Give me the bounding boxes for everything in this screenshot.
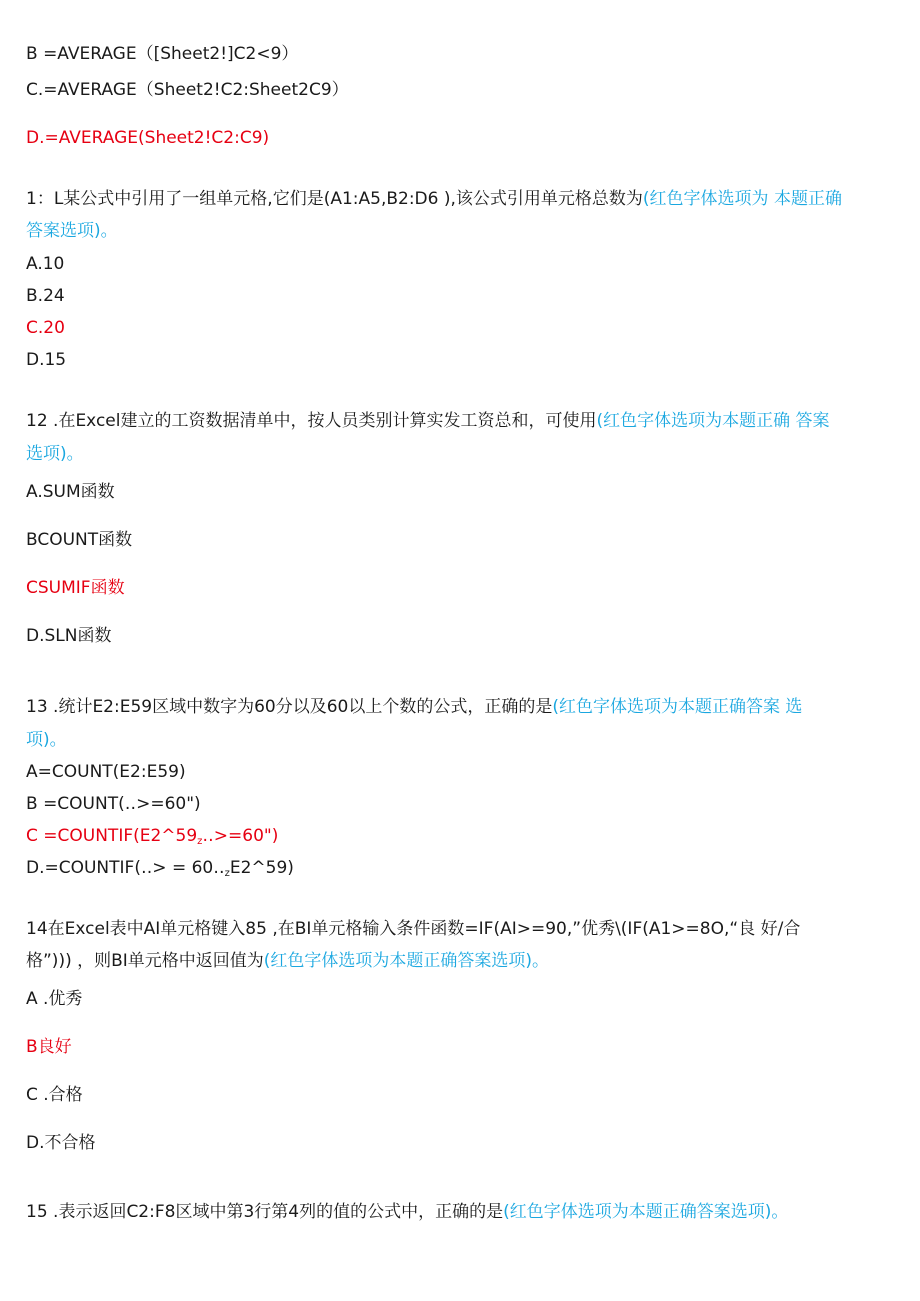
q14-option-d: D.不合格 [26, 1133, 96, 1153]
q11-stem-text: 1：L某公式中引用了一组单元格,它们是(A1:A5,B2:D6 ),该公式引用单元格总数为 [26, 189, 643, 209]
q15-stem [26, 1201, 788, 1223]
q13-option-d-sub: z [224, 868, 230, 879]
q10-option-d-correct: D.=AVERAGE(Sheet2!C2:C9) [26, 128, 270, 148]
q13-option-b: B =COUNT(‥>=60") [26, 794, 201, 814]
q11-hint-cont: 答案选项)。 [26, 221, 118, 241]
q14-hint: (红色字体选项为本题正确答案选项)。 [263, 951, 550, 971]
q13-option-c-correct [26, 825, 278, 847]
q13-option-c-pre: C =COUNTIF(E2^59 [26, 826, 198, 846]
q13-stem [26, 696, 802, 718]
q11-option-b: B.24 [26, 286, 65, 306]
q12-option-b: BCOUNT函数 [26, 530, 133, 550]
q14-option-c: C .合格 [26, 1085, 83, 1105]
q10-option-c: C.=AVERAGE（Sheet2!C2:Sheet2C9） [26, 80, 349, 100]
q14-stem-cont [26, 950, 549, 972]
q13-option-d [26, 857, 294, 879]
q14-option-b-correct: B良好 [26, 1037, 72, 1057]
q13-option-c-sub: z [197, 836, 203, 847]
q12-option-d: D.SLN函数 [26, 626, 112, 646]
q13-option-d-pre: D.=COUNTIF(‥> = 60‥ [26, 858, 225, 878]
q13-option-c-post: ‥>=60") [202, 826, 279, 846]
q14-stem-text: 格”))) ，则BI单元格中返回值为 [26, 951, 264, 971]
q12-hint-cont: 选项)。 [26, 444, 84, 464]
q13-hint-cont: 项)。 [26, 730, 67, 750]
q13-hint: (红色字体选项为本题正确答案 选 [552, 697, 803, 717]
q10-option-b: B =AVERAGE（[Sheet2!]C2<9） [26, 44, 299, 64]
q13-stem-text: 13 .统计E2:E59区域中数字为60分以及60以上个数的公式，正确的是 [26, 697, 553, 717]
q12-option-a: A.SUM函数 [26, 482, 115, 502]
q15-hint: (红色字体选项为本题正确答案选项)。 [503, 1202, 789, 1222]
q11-option-d: D.15 [26, 350, 67, 370]
q11-hint: (红色字体选项为 本题正确 [642, 189, 842, 209]
q12-stem [26, 410, 830, 432]
q12-option-c-correct: CSUMIF函数 [26, 578, 125, 598]
q12-hint: (红色字体选项为本题正确 答案 [596, 411, 830, 431]
q14-stem: 14在Excel表中AI单元格键入85 ,在BI单元格输入条件函数=IF(AI>=90,”优秀\(IF(A1>=8O,“良 好/合 [26, 919, 801, 939]
q13-option-d-post: E2^59) [229, 858, 294, 878]
q12-stem-text: 12 .在Excel建立的工资数据清单中，按人员类别计算实发工资总和，可使用 [26, 411, 597, 431]
q11-option-c-correct: C.20 [26, 318, 65, 338]
q11-option-a: A.10 [26, 254, 65, 274]
q15-stem-text: 15 .表示返回C2:F8区域中第3行第4列的值的公式中，正确的是 [26, 1202, 504, 1222]
q11-stem [26, 188, 842, 210]
q13-option-a: A=COUNT(E2:E59) [26, 762, 186, 782]
q14-option-a: A .优秀 [26, 989, 83, 1009]
